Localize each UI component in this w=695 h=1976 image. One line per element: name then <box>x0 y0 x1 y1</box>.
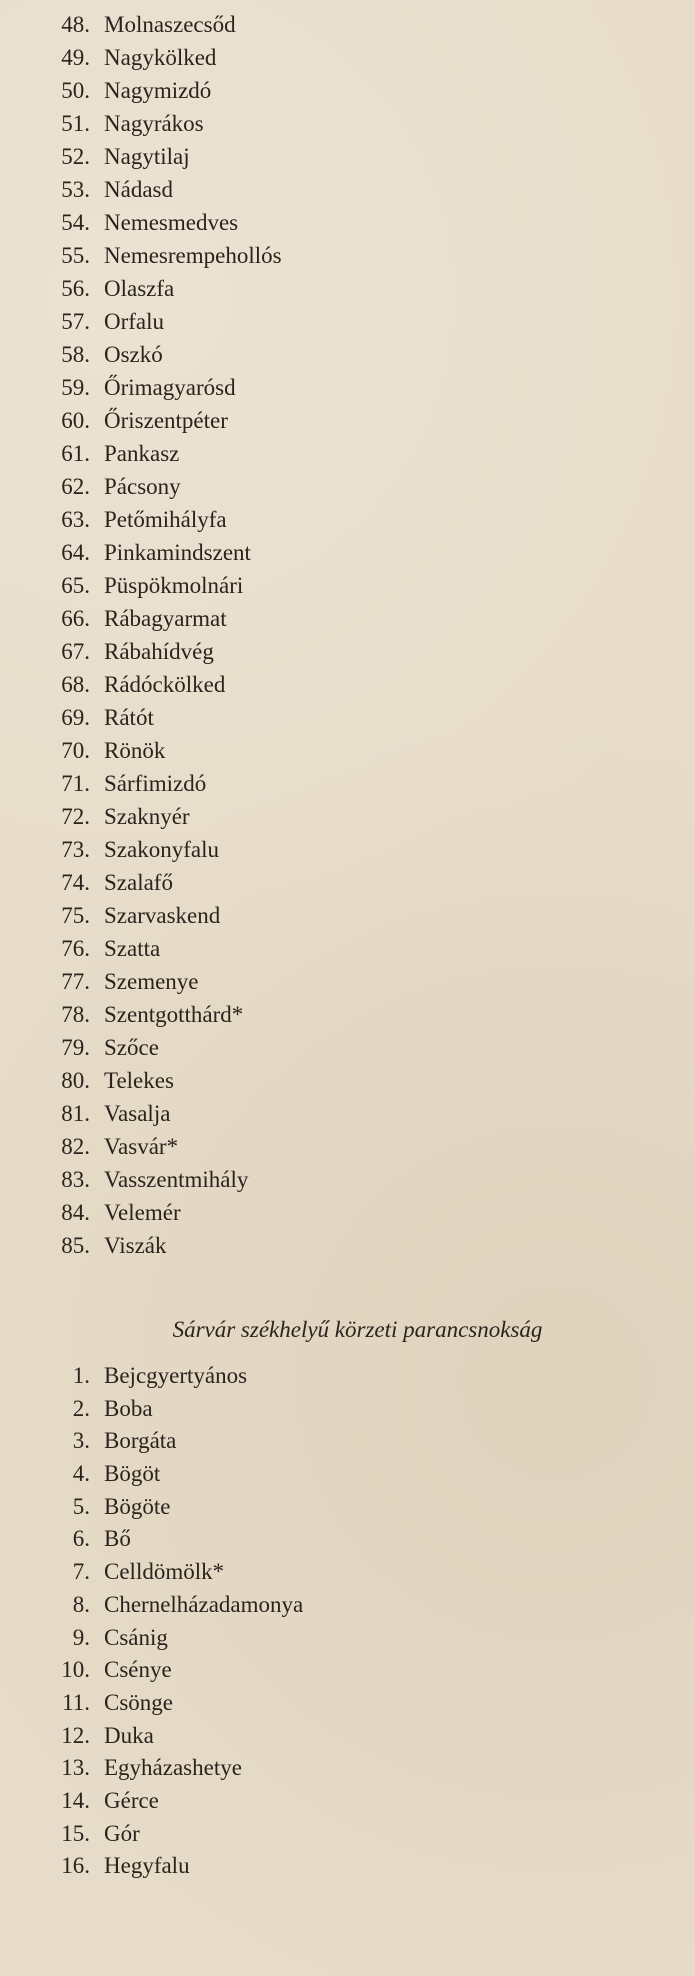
item-number: 77. <box>61 969 90 994</box>
item-number: 61. <box>61 441 90 466</box>
item-number: 58. <box>61 342 90 367</box>
item-number: 53. <box>61 177 90 202</box>
item-number: 4. <box>72 1461 90 1487</box>
item-number: 82. <box>61 1134 90 1159</box>
settlement-name: Hegyfalu <box>104 1853 190 1879</box>
settlement-name: Olaszfa <box>104 276 175 301</box>
settlement-name: Pankasz <box>104 441 180 466</box>
settlement-name: Gór <box>104 1820 140 1846</box>
settlement-name: Szakonyfalu <box>104 837 219 862</box>
settlement-name: Szatta <box>104 936 161 961</box>
settlement-name: Nagyrákos <box>104 111 204 136</box>
item-number: 52. <box>61 144 90 169</box>
item-number: 1. <box>72 1363 90 1388</box>
item-number: 69. <box>61 705 90 730</box>
item-number: 67. <box>61 639 90 664</box>
item-number: 56. <box>61 276 90 301</box>
settlement-name: Egyházashetye <box>104 1755 242 1781</box>
item-number: 57. <box>61 309 90 334</box>
item-number: 83. <box>61 1167 90 1192</box>
item-number: 6. <box>72 1526 90 1552</box>
settlement-name: Oszkó <box>104 342 163 367</box>
settlement-name: Nemesmedves <box>104 210 239 235</box>
item-number: 80. <box>61 1068 90 1093</box>
item-number: 9. <box>72 1624 90 1650</box>
item-number: 79. <box>61 1035 90 1060</box>
item-number: 54. <box>61 210 90 235</box>
item-number: 84. <box>61 1200 90 1225</box>
item-number: 12. <box>61 1722 90 1748</box>
settlement-name: Bő <box>104 1526 131 1552</box>
item-number: 73. <box>61 837 90 862</box>
settlement-name: Gérce <box>104 1787 159 1813</box>
settlement-name: Pinkamindszent <box>104 540 251 565</box>
settlement-name: Bögöte <box>104 1493 171 1519</box>
settlement-name: Duka <box>104 1722 154 1748</box>
item-number: 75. <box>61 903 90 928</box>
settlement-name: Nádasd <box>104 177 173 202</box>
item-number: 63. <box>61 507 90 532</box>
settlement-name: Bögöt <box>104 1461 161 1487</box>
settlement-name: Püspökmolnári <box>104 573 244 598</box>
item-number: 62. <box>61 474 90 499</box>
item-number: 14. <box>61 1787 90 1813</box>
settlement-name: Telekes <box>104 1068 174 1093</box>
item-number: 85. <box>61 1233 90 1258</box>
item-number: 51. <box>61 111 90 136</box>
settlement-name: Orfalu <box>104 309 165 334</box>
settlement-name: Rábahídvég <box>104 639 214 664</box>
settlement-name: Boba <box>104 1395 153 1421</box>
settlement-name: Borgáta <box>104 1428 177 1454</box>
item-number: 50. <box>61 78 90 103</box>
settlement-name: Bejcgyertyános <box>104 1363 248 1388</box>
item-number: 81. <box>61 1101 90 1126</box>
item-number: 49. <box>61 45 90 70</box>
settlement-name: Nagykölked <box>104 45 217 70</box>
settlement-name: Nagytilaj <box>104 144 190 169</box>
settlement-name: Csénye <box>104 1657 172 1683</box>
item-number: 74. <box>61 870 90 895</box>
item-number: 48. <box>61 12 90 37</box>
item-number: 68. <box>61 672 90 697</box>
settlement-name: Szőce <box>104 1035 159 1060</box>
item-number: 70. <box>61 738 90 763</box>
item-number: 10. <box>61 1657 90 1683</box>
settlement-name: Őrimagyarósd <box>104 375 236 400</box>
section-heading: Sárvár székhelyű körzeti parancsnokság <box>172 1317 543 1342</box>
item-number: 78. <box>61 1002 90 1027</box>
settlement-name: Szemenye <box>104 969 199 994</box>
settlement-name: Őriszentpéter <box>104 408 228 433</box>
settlement-name: Szaknyér <box>104 804 190 829</box>
settlement-name: Rádóckölked <box>104 672 226 697</box>
item-number: 71. <box>61 771 90 796</box>
item-number: 76. <box>61 936 90 961</box>
settlement-name: Vasalja <box>104 1101 171 1126</box>
item-number: 16. <box>61 1853 90 1879</box>
settlement-name: Pácsony <box>104 474 181 499</box>
item-number: 65. <box>61 573 90 598</box>
item-number: 3. <box>72 1428 90 1454</box>
item-number: 2. <box>72 1395 90 1421</box>
settlement-name: Csánig <box>104 1624 168 1650</box>
item-number: 5. <box>72 1493 90 1519</box>
item-number: 59. <box>61 375 90 400</box>
settlement-name: Szentgotthárd* <box>104 1002 244 1027</box>
settlement-name: Chernelházadamonya <box>104 1591 304 1617</box>
settlement-name: Molnaszecsőd <box>104 12 236 37</box>
item-number: 15. <box>61 1820 90 1846</box>
settlement-name: Petőmihályfa <box>104 507 227 532</box>
settlement-name: Nemesrempehollós <box>104 243 282 268</box>
settlement-name: Szarvaskend <box>104 903 221 928</box>
settlement-name: Sárfimizdó <box>104 771 207 796</box>
settlement-name: Vasvár* <box>104 1134 179 1159</box>
item-number: 13. <box>61 1755 90 1781</box>
settlement-name: Rábagyarmat <box>104 606 227 631</box>
item-number: 60. <box>61 408 90 433</box>
item-number: 7. <box>72 1559 90 1585</box>
item-number: 8. <box>72 1591 90 1617</box>
settlement-name: Csönge <box>104 1689 173 1715</box>
settlement-name: Celldömölk* <box>104 1559 225 1585</box>
settlement-name: Nagymizdó <box>104 78 212 103</box>
settlement-name: Velemér <box>104 1200 181 1225</box>
settlement-name: Vasszentmihály <box>104 1167 249 1192</box>
settlement-name: Rönök <box>104 738 166 763</box>
item-number: 64. <box>61 540 90 565</box>
item-number: 11. <box>62 1689 90 1715</box>
item-number: 72. <box>61 804 90 829</box>
settlement-name: Szalafő <box>104 870 173 895</box>
item-number: 66. <box>61 606 90 631</box>
settlement-name: Viszák <box>104 1233 167 1258</box>
item-number: 55. <box>61 243 90 268</box>
settlement-name: Rátót <box>104 705 154 730</box>
